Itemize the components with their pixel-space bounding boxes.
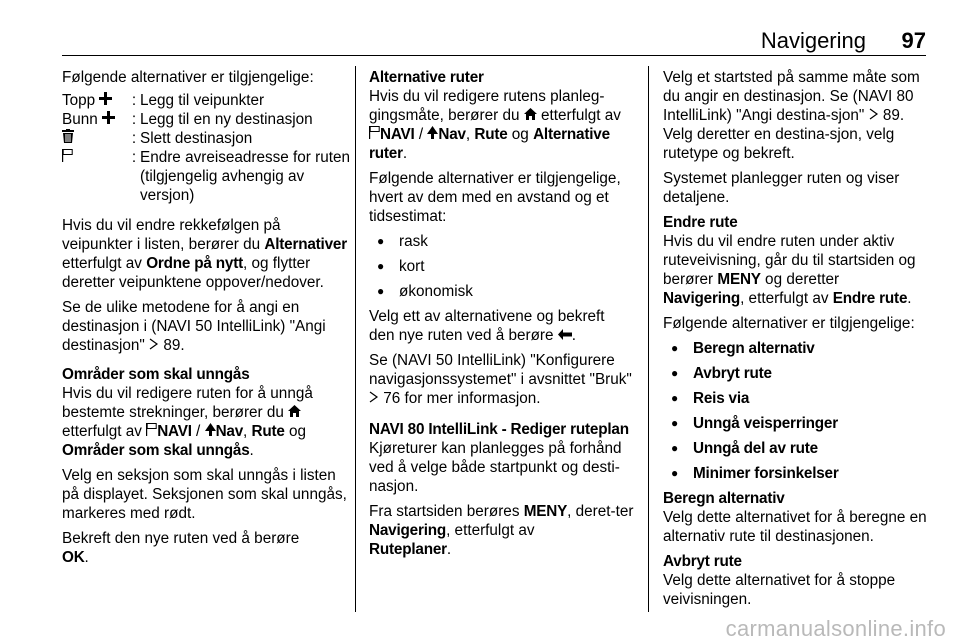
section-body: Beregn alternativ Velg dette alternativet for å beregne en alternativ rute til destinasjonen.	[663, 490, 927, 545]
paragraph: Følgende alternativer er tilgjengelige, hvert av dem med en avstand og et tidsestimat:	[369, 170, 621, 225]
list-item: ● Avbryt rute	[663, 364, 928, 383]
section-body: Avbryt rute Velg dette alternativet for å stoppe veivisningen.	[663, 553, 896, 608]
option-key	[62, 129, 128, 148]
section-heading: Områder som skal unngås	[62, 366, 250, 383]
change-route-list	[663, 339, 928, 483]
list-item: ● Minimer forsinkelser	[663, 464, 928, 483]
section-body: Områder som skal unngås Hvis du vil redigere ruten for å unngå bestemte strekninger, berører du etterfulgt av NAVI / Nav, Rute og Områder som skal unngås.	[62, 366, 313, 459]
options-list: Topp : Legg til veipunkter Bunn : Legg til en ny destinasjon : Slett destinasjon : Endre avreiseadresse for ruten (tilgjengelig avhengig av versjon)	[62, 92, 351, 204]
option-text: Legg til veipunkter	[140, 92, 265, 109]
back-arrow-icon	[558, 329, 572, 342]
page-header	[62, 26, 926, 56]
page-number: 97	[901, 28, 926, 53]
flag-icon	[146, 423, 157, 438]
flag-icon	[62, 149, 73, 164]
option-key: Bunn	[62, 110, 128, 129]
section-heading: NAVI 80 IntelliLink - Rediger ruteplan	[369, 421, 629, 438]
list-item: ● Beregn alternativ	[663, 339, 928, 358]
column-1	[62, 68, 352, 573]
section-heading: Beregn alternativ	[663, 490, 785, 507]
section-body: Alternative ruter Hvis du vil redigere rutens planleg-gingsmåte, berører du etterfulgt av NAVI / Nav, Rute og Alternative ruter.	[369, 69, 621, 162]
option-text: Legg til en ny destinasjon	[140, 111, 313, 128]
ref-arrow-icon	[369, 391, 379, 405]
plus-icon	[102, 111, 115, 126]
paragraph: Følgende alternativer er tilgjengelige:	[663, 315, 915, 332]
section-heading: Alternative ruter	[369, 69, 484, 86]
column-divider	[648, 66, 649, 612]
paragraph: Systemet planlegger ruten og viser detaljene.	[663, 170, 900, 206]
nav-arrow-icon	[427, 126, 438, 141]
paragraph: Velg ett av alternativene og bekreft den nye ruten ved å berøre .	[369, 308, 605, 344]
paragraph: Fra startsiden berøres MENY, deret-ter Navigering, etterfulgt av Ruteplaner.	[369, 503, 634, 558]
list-item: ● Unngå del av rute	[663, 439, 928, 458]
paragraph: Velg et startsted på samme måte som du angir en destinasjon. Se (NAVI 80 IntelliLink) "Angi destina-sjon" 89. Velg deretter en destina-sjon, velg rutetype og bekreft.	[663, 69, 920, 162]
flag-icon	[369, 126, 380, 141]
paragraph: Se de ulike metodene for å angi en destinasjon i (NAVI 50 IntelliLink) "Angi destinasjon" 89.	[62, 299, 326, 354]
ref-arrow-icon	[869, 108, 879, 122]
nav-arrow-icon	[205, 423, 216, 438]
column-2	[369, 68, 634, 565]
list-item: ● rask	[369, 232, 634, 251]
section-body: Endre rute Hvis du vil endre ruten under aktiv ruteveivisning, går du til startsiden og berører MENY og deretter Navigering, etterfulgt av Endre rute.	[663, 214, 916, 307]
paragraph: Se (NAVI 50 IntelliLink) "Konfigurere navigasjonssystemet" i avsnittet "Bruk" 76 for mer informasjon.	[369, 352, 632, 407]
option-key: Topp	[62, 91, 128, 110]
page-title: Navigering	[760, 28, 866, 53]
option-text: Endre avreiseadresse for ruten (tilgjengelig avhengig av versjon)	[140, 149, 351, 204]
section-heading: Endre rute	[663, 214, 738, 231]
list-item: ● Unngå veisperringer	[663, 414, 928, 433]
column-divider	[355, 66, 356, 612]
intro-text: Følgende alternativer er tilgjengelige:	[62, 69, 314, 86]
route-type-list	[369, 232, 634, 301]
trash-icon	[62, 129, 74, 145]
section-heading: Avbryt rute	[663, 553, 742, 570]
list-item: ● Reis via	[663, 389, 928, 408]
option-text: Slett destinasjon	[140, 130, 253, 147]
paragraph: Bekreft den nye ruten ved å berøre OK.	[62, 530, 300, 566]
paragraph: Velg en seksjon som skal unngås i listen på displayet. Seksjonen som skal unngås, markeres med rødt.	[62, 467, 347, 522]
plus-icon	[99, 92, 112, 107]
list-item: ● økonomisk	[369, 282, 634, 301]
option-key	[62, 148, 128, 205]
paragraph: Hvis du vil endre rekkefølgen på veipunkter i listen, berører du Alternativer etterfulgt av Ordne på nytt, og flytter deretter veipunktene oppover/nedover.	[62, 217, 347, 291]
home-icon	[288, 405, 301, 419]
watermark: carmanualsonline.info	[725, 616, 946, 641]
column-3	[663, 68, 928, 615]
section-body: NAVI 80 IntelliLink - Rediger ruteplan Kjøreturer kan planlegges på forhånd ved å velge både startpunkt og desti-nasjon.	[369, 421, 629, 495]
home-icon	[524, 108, 537, 122]
list-item: ● kort	[369, 257, 634, 276]
ref-arrow-icon	[149, 338, 159, 352]
